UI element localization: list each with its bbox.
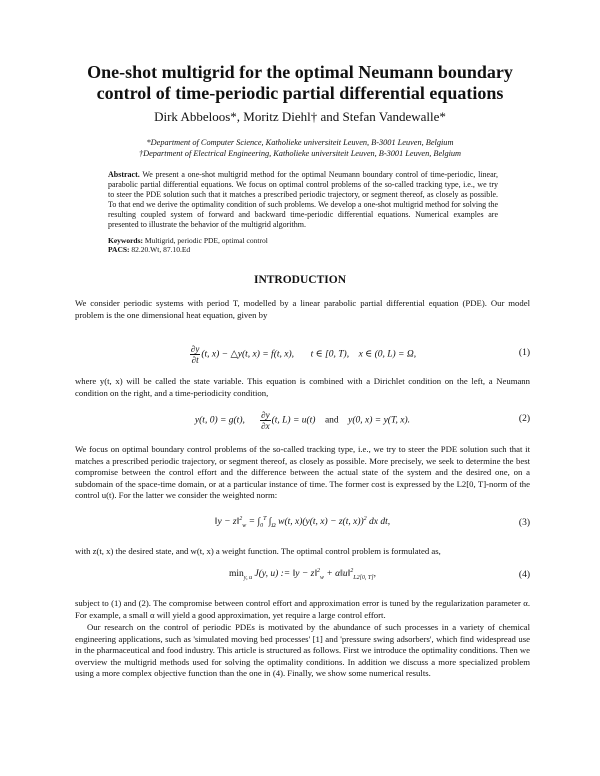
affiliation-1: *Department of Computer Science, Katholieke universiteit Leuven, B-3001 Leuven, Belgium: [146, 138, 454, 147]
section-title: INTRODUCTION: [253, 274, 346, 286]
abstract-label: Abstract.: [108, 170, 140, 179]
pacs-text: 82.20.Wt, 87.10.Ed: [131, 245, 191, 254]
equation-1-number: (1): [518, 348, 530, 358]
equation-2-number: (2): [518, 414, 530, 424]
equation-4-body: $\min_{y, u} J(y$, u) := ‖y − z‖$^2_w$ + α‖u‖$^2_{L2[0, T]}$,: [229, 568, 376, 582]
equation-4: [75, 564, 530, 590]
affiliation-2: †Department of Electrical Engineering, Katholieke universiteit Leuven, B-3001 Leuven, Belgium: [138, 149, 462, 158]
keywords-block: [108, 236, 498, 254]
abstract: [108, 170, 498, 230]
author-list: Dirk Abbeloos*, Moritz Diehl† and Stefan Vandewalle*: [154, 109, 446, 124]
equation-1: [75, 342, 530, 366]
keywords-label: Keywords:: [108, 236, 143, 245]
equation-1-body: $\frac{\partial y}{\partial t}$ (t, x) − △y(t, x) = f(t, x), t ∈ [0, T), x ∈ (0, L) = Ω,: [190, 344, 417, 365]
equation-3-number: (3): [518, 518, 530, 528]
paragraph-2: where y(t, x) will be called the state variable. This equation is combined with a Dirichlet condition on the left, a Neumann condition on the right, and a time-periodicity condition,: [75, 376, 530, 398]
equation-2: [75, 408, 530, 432]
title-line-2: control of time-periodic partial differential equations: [96, 83, 504, 103]
equation-4-number: (4): [518, 570, 530, 580]
title-line-1: One-shot multigrid for the optimal Neumann boundary: [87, 62, 513, 82]
abstract-text: We present a one-shot multigrid method for the optimal Neumann boundary control of time-periodic, linear, parabolic partial differential equations. We focus on optimal control problems of the so-called tracking type, i.e., we try to steer the PDE solution such that it matches a prescribed periodic trajectory, or segment thereof, as closely as possible. To that end we derive the optimality condition of such problems. We develop a one-shot multigrid method for solving the resulting coupled system of forward and backward time-periodic differential equations. Numerical examples are presented to illustrate the behavior of the multigrid algorithm.: [108, 170, 498, 229]
keywords-text: Multigrid, periodic PDE, optimal control: [144, 236, 268, 245]
equation-3-body: ‖y − z‖$^2_w$ = $\int_0^T$ $\int_\Omega$ w(t, x)(y(t, x) − z(t, x))$^2$ dx dt,: [214, 516, 391, 530]
equation-2-body: y(t, 0) = g(t), $\frac{\partial y}{\partial x}$ (t, L) = u(t) and y(0, x) = y(T, x).: [194, 410, 411, 431]
paragraph-4: with z(t, x) the desired state, and w(t, x) a weight function. The optimal control problem is formulated as,: [75, 546, 441, 556]
equation-3: [75, 512, 530, 538]
paragraph-6: Our research on the control of periodic PDEs is motivated by the abundance of such processes in a variety of chemical engineering applications, such as 'simulated moving bed processes' [1] and 'pressure swing adsorbers', which find widespread use in the pharmaceutical and food industry. This article is structured as follows. First we introduce the optimality conditions. Then we overview the multigrid methods used for solving the optimality conditions. In addition we discuss a more specialized problem using a more complex objective function than the one in (4). Finally, we show some numerical results.: [75, 622, 530, 678]
paragraph-1: We consider periodic systems with period T, modelled by a linear parabolic partial differential equation (PDE). Our model problem is the one dimensional heat equation, given by: [75, 298, 530, 320]
paragraph-3: We focus on optimal boundary control problems of the so-called tracking type, i.e., we try to steer the PDE solution such that it matches a prescribed periodic trajectory, or segment thereof, as closely as possible. More precisely, we seek to determine the best compromise between the control effort and the difference between the actual state of the system and the desired one, on a subdomain of the space-time domain, or at a particular instance of time. The former cost is expressed by the L2[0, T]-norm of the control u(t). For the latter we consider the weighted norm:: [75, 444, 530, 500]
pacs-label: PACS:: [108, 245, 130, 254]
paragraph-5: subject to (1) and (2). The compromise between control effort and approximation error is tuned by the regularization parameter α. For example, a small α will yield a good approximation, yet require a large control effort.: [75, 598, 530, 620]
affiliations: [40, 137, 560, 159]
paper-title: [40, 62, 560, 104]
